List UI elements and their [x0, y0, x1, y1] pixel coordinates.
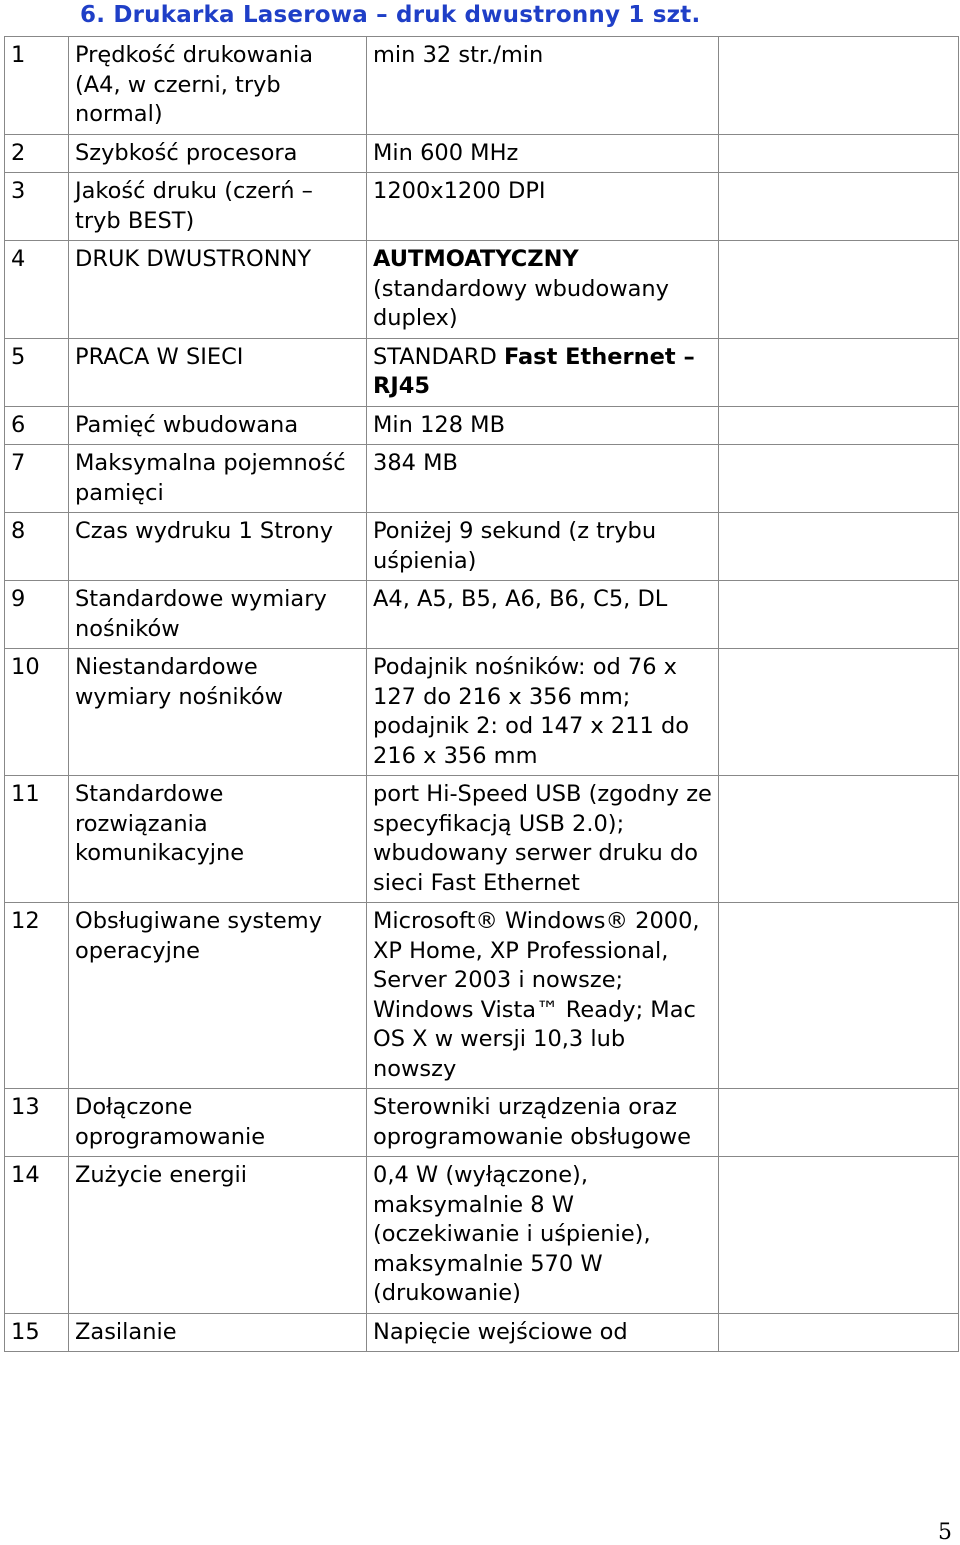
row-extra-cell — [719, 581, 959, 649]
row-label: Czas wydruku 1 Strony — [69, 513, 367, 581]
row-number: 3 — [5, 173, 69, 241]
spec-table — [4, 36, 959, 1352]
row-label: Maksymalna pojemność pamięci — [69, 445, 367, 513]
row-value: Microsoft® Windows® 2000, XP Home, XP Professional, Server 2003 i nowsze; Windows Vista™ Ready; Mac OS X w wersji 10,3 lub nowszy — [367, 903, 719, 1089]
row-label: Zasilanie — [69, 1313, 367, 1352]
row-number: 2 — [5, 134, 69, 173]
row-number: 15 — [5, 1313, 69, 1352]
row-label: Szybkość procesora — [69, 134, 367, 173]
row-number: 12 — [5, 903, 69, 1089]
row-label: PRACA W SIECI — [69, 338, 367, 406]
row-extra-cell — [719, 37, 959, 135]
row-value: 384 MB — [367, 445, 719, 513]
row-label: Dołączone oprogramowanie — [69, 1089, 367, 1157]
row-number: 6 — [5, 406, 69, 445]
row-value: 0,4 W (wyłączone), maksymalnie 8 W (oczekiwanie i uśpienie), maksymalnie 570 W (drukowanie) — [367, 1157, 719, 1314]
table-row — [5, 406, 959, 445]
value-plain-part: (standardowy wbudowany duplex) — [373, 275, 669, 331]
row-number: 8 — [5, 513, 69, 581]
table-row — [5, 903, 959, 1089]
value-bold-part: Fast Ethernet – RJ45 — [373, 343, 695, 399]
row-label: Zużycie energii — [69, 1157, 367, 1314]
row-number: 9 — [5, 581, 69, 649]
row-label: Jakość druku (czerń – tryb BEST) — [69, 173, 367, 241]
row-value: Podajnik nośników: od 76 x 127 do 216 x 356 mm; podajnik 2: od 147 x 211 do 216 x 356 mm — [367, 649, 719, 776]
row-extra-cell — [719, 1157, 959, 1314]
section-title: 6. Drukarka Laserowa – druk dwustronny 1 szt. — [80, 2, 701, 28]
row-label: Pamięć wbudowana — [69, 406, 367, 445]
row-number: 13 — [5, 1089, 69, 1157]
table-row — [5, 445, 959, 513]
row-extra-cell — [719, 445, 959, 513]
row-label: Standardowe wymiary nośników — [69, 581, 367, 649]
row-extra-cell — [719, 649, 959, 776]
table-row — [5, 513, 959, 581]
table-row — [5, 173, 959, 241]
row-value — [367, 338, 719, 406]
row-extra-cell — [719, 241, 959, 339]
table-row — [5, 581, 959, 649]
page-number: 5 — [938, 1520, 952, 1545]
table-row — [5, 338, 959, 406]
row-number: 11 — [5, 776, 69, 903]
row-extra-cell — [719, 406, 959, 445]
row-label: Prędkość drukowania (A4, w czerni, tryb normal) — [69, 37, 367, 135]
row-number: 7 — [5, 445, 69, 513]
row-value: 1200x1200 DPI — [367, 173, 719, 241]
row-extra-cell — [719, 338, 959, 406]
table-row — [5, 1313, 959, 1352]
row-label: Niestandardowe wymiary nośników — [69, 649, 367, 776]
row-label: Obsługiwane systemy operacyjne — [69, 903, 367, 1089]
row-extra-cell — [719, 1313, 959, 1352]
row-value — [367, 241, 719, 339]
table-row — [5, 776, 959, 903]
table-row — [5, 241, 959, 339]
row-value: A4, A5, B5, A6, B6, C5, DL — [367, 581, 719, 649]
row-extra-cell — [719, 903, 959, 1089]
row-extra-cell — [719, 173, 959, 241]
row-number: 1 — [5, 37, 69, 135]
row-label: DRUK DWUSTRONNY — [69, 241, 367, 339]
row-value: Napięcie wejściowe od — [367, 1313, 719, 1352]
row-extra-cell — [719, 1089, 959, 1157]
row-value: Sterowniki urządzenia oraz oprogramowanie obsługowe — [367, 1089, 719, 1157]
row-value: Min 128 MB — [367, 406, 719, 445]
table-row — [5, 134, 959, 173]
row-number: 4 — [5, 241, 69, 339]
table-row — [5, 1157, 959, 1314]
row-value: Min 600 MHz — [367, 134, 719, 173]
value-plain-part: STANDARD — [373, 343, 504, 370]
row-label: Standardowe rozwiązania komunikacyjne — [69, 776, 367, 903]
row-number: 10 — [5, 649, 69, 776]
row-extra-cell — [719, 513, 959, 581]
row-number: 5 — [5, 338, 69, 406]
row-value: port Hi-Speed USB (zgodny ze specyfikacją USB 2.0); wbudowany serwer druku do sieci Fast Ethernet — [367, 776, 719, 903]
row-value: min 32 str./min — [367, 37, 719, 135]
table-row — [5, 649, 959, 776]
table-row — [5, 1089, 959, 1157]
row-number: 14 — [5, 1157, 69, 1314]
row-extra-cell — [719, 134, 959, 173]
row-extra-cell — [719, 776, 959, 903]
value-bold-part: AUTMOATYCZNY — [373, 246, 579, 272]
row-value: Poniżej 9 sekund (z trybu uśpienia) — [367, 513, 719, 581]
table-row — [5, 37, 959, 135]
